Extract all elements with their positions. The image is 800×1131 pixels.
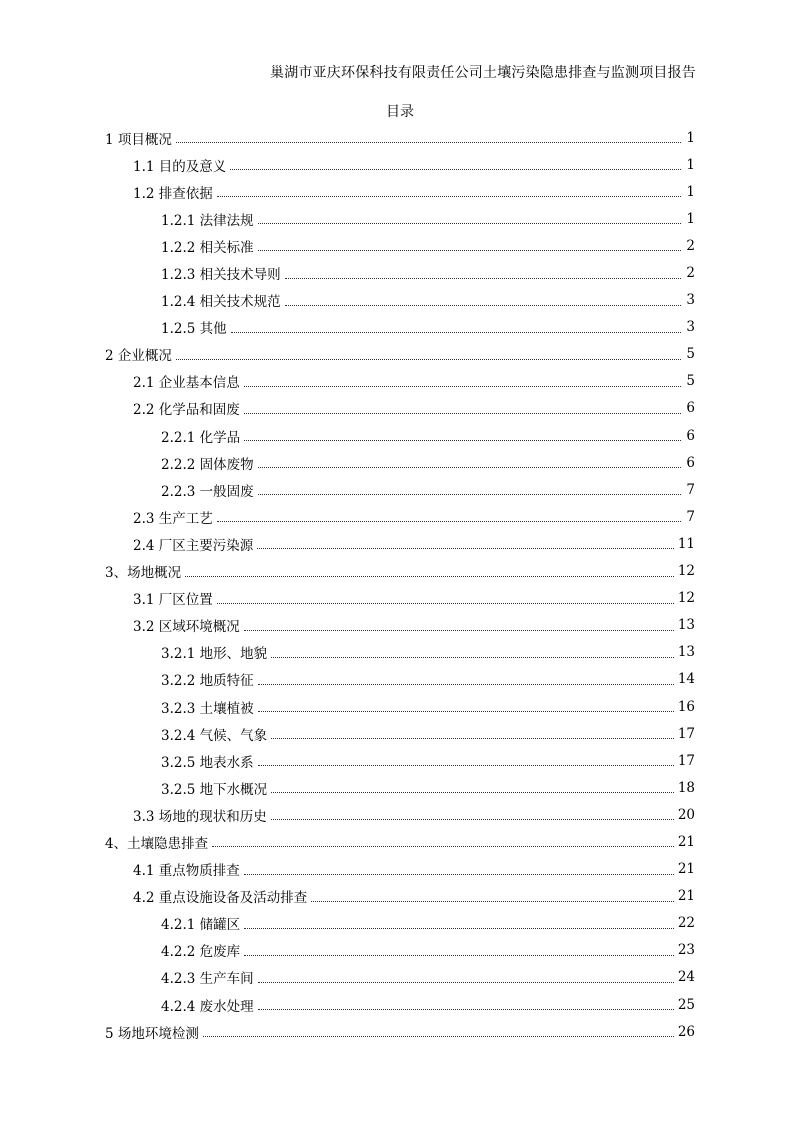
toc-entry-text: 3.2.5 地表水系 xyxy=(161,751,256,771)
toc-dot-leader xyxy=(271,792,674,793)
toc-page-number: 2 xyxy=(683,265,695,281)
toc-entry-text: 1.2.1 法律法规 xyxy=(161,209,256,229)
toc-page-number: 21 xyxy=(677,861,695,878)
toc-entry-text: 2.1 企业基本信息 xyxy=(133,371,242,391)
toc-page-number: 1 xyxy=(683,211,695,227)
toc-dot-leader xyxy=(285,278,681,279)
toc-entry[interactable] xyxy=(105,530,695,557)
toc-entry[interactable] xyxy=(105,964,695,991)
toc-dot-leader xyxy=(244,874,674,875)
toc-entry[interactable] xyxy=(105,747,695,774)
toc-dot-leader xyxy=(258,684,674,685)
toc-page-number: 21 xyxy=(677,888,695,905)
toc-entry[interactable] xyxy=(105,720,695,747)
toc-dot-leader xyxy=(212,846,674,847)
toc-dot-leader xyxy=(311,901,674,902)
toc-entry-text: 1 项目概况 xyxy=(105,128,174,148)
toc-dot-leader xyxy=(258,1009,674,1010)
toc-dot-leader xyxy=(258,982,674,983)
toc-entry[interactable] xyxy=(105,151,695,178)
toc-page-number: 11 xyxy=(677,535,695,552)
toc-page-number: 12 xyxy=(677,590,695,607)
toc-entry-text: 1.2.4 相关技术规范 xyxy=(161,290,283,310)
toc-entry-text: 5 场地环境检测 xyxy=(105,1022,201,1042)
toc-page-number: 21 xyxy=(677,833,695,850)
toc-entry[interactable] xyxy=(105,449,695,476)
toc-page-number: 6 xyxy=(683,428,695,444)
toc-entry[interactable] xyxy=(105,341,695,368)
toc-entry[interactable] xyxy=(105,856,695,883)
toc-page-number: 18 xyxy=(677,779,695,796)
toc-entry-text: 4.2.3 生产车间 xyxy=(161,967,256,987)
toc-entry[interactable] xyxy=(105,801,695,828)
toc-entry[interactable] xyxy=(105,666,695,693)
toc-title: 目录 xyxy=(386,104,414,120)
toc-page-number: 26 xyxy=(677,1023,695,1040)
toc-entry-text: 2.2 化学品和固废 xyxy=(133,398,242,418)
toc-entry-text: 3.2.5 地下水概况 xyxy=(161,778,269,798)
toc-entry[interactable] xyxy=(105,937,695,964)
toc-dot-leader xyxy=(176,142,681,143)
toc-entry[interactable] xyxy=(105,178,695,205)
toc-page-number: 24 xyxy=(677,969,695,986)
toc-page-number: 3 xyxy=(683,319,695,335)
toc-entry-text: 3.2 区域环境概况 xyxy=(133,615,242,635)
toc-entry-text: 4.2 重点设施设备及活动排查 xyxy=(133,886,309,906)
toc-dot-leader xyxy=(203,1036,674,1037)
toc-page-number: 14 xyxy=(677,671,695,688)
toc-entry-text: 2 企业概况 xyxy=(105,344,174,364)
toc-entry-text: 1.2.5 其他 xyxy=(161,317,229,337)
toc-dot-leader xyxy=(217,521,681,522)
toc-entry-text: 3.2.4 气候、气象 xyxy=(161,724,269,744)
toc-entry-text: 1.2.2 相关标准 xyxy=(161,236,256,256)
toc-entry-text: 1.2 排查依据 xyxy=(133,182,215,202)
toc-dot-leader xyxy=(244,630,674,631)
toc-page-number: 2 xyxy=(683,238,695,254)
toc-entry-text: 4.1 重点物质排查 xyxy=(133,859,242,879)
toc-page-number: 22 xyxy=(677,915,695,932)
toc-page-number: 16 xyxy=(677,698,695,715)
toc-dot-leader xyxy=(271,657,674,658)
toc-entry[interactable] xyxy=(105,259,695,286)
toc-entry[interactable] xyxy=(105,558,695,585)
toc-entry[interactable] xyxy=(105,1018,695,1045)
toc-entry-text: 2.2.1 化学品 xyxy=(161,426,242,446)
toc-entry-text: 4.2.1 储罐区 xyxy=(161,913,242,933)
toc-page-number: 20 xyxy=(677,806,695,823)
toc-dot-leader xyxy=(257,548,674,549)
toc-entry[interactable] xyxy=(105,585,695,612)
toc-page-number: 1 xyxy=(683,184,695,200)
toc-entry[interactable] xyxy=(105,124,695,151)
toc-page-number: 6 xyxy=(683,400,695,416)
toc-entry[interactable] xyxy=(105,774,695,801)
toc-entry-text: 4.2.2 危废库 xyxy=(161,940,242,960)
toc-entry-text: 3.2.3 土壤植被 xyxy=(161,697,256,717)
toc-page-number: 5 xyxy=(683,373,695,389)
toc-entry-text: 3.1 厂区位置 xyxy=(133,588,215,608)
toc-entry[interactable] xyxy=(105,883,695,910)
toc-page-number: 3 xyxy=(683,292,695,308)
toc-entry[interactable] xyxy=(105,232,695,259)
toc-page-number: 25 xyxy=(677,996,695,1013)
toc-page-number: 7 xyxy=(683,482,695,498)
toc-page-number: 13 xyxy=(677,644,695,661)
toc-dot-leader xyxy=(244,955,674,956)
toc-dot-leader xyxy=(258,250,681,251)
toc-entry[interactable] xyxy=(105,422,695,449)
toc-entry[interactable] xyxy=(105,287,695,314)
toc-entry[interactable] xyxy=(105,314,695,341)
report-header-title: 巢湖市亚庆环保科技有限责任公司土壤污染隐患排查与监测项目报告 xyxy=(270,65,696,81)
toc-dot-leader xyxy=(176,359,681,360)
toc-page-number: 17 xyxy=(677,725,695,742)
toc-dot-leader xyxy=(258,765,674,766)
toc-page-number: 6 xyxy=(683,455,695,471)
toc-entry-text: 2.2.3 一般固废 xyxy=(161,480,256,500)
toc-dot-leader xyxy=(258,223,681,224)
toc-entry-text: 2.4 厂区主要污染源 xyxy=(133,534,255,554)
toc-entry[interactable] xyxy=(105,503,695,530)
toc-dot-leader xyxy=(271,738,674,739)
toc-entry-text: 2.3 生产工艺 xyxy=(133,507,215,527)
toc-page-number: 13 xyxy=(677,617,695,634)
toc-entry[interactable] xyxy=(105,910,695,937)
toc-entry[interactable] xyxy=(105,693,695,720)
toc-dot-leader xyxy=(258,494,681,495)
toc-dot-leader xyxy=(244,413,681,414)
toc-entry-text: 3.3 场地的现状和历史 xyxy=(133,805,269,825)
toc-dot-leader xyxy=(217,603,674,604)
toc-entry[interactable] xyxy=(105,395,695,422)
toc-entry-text: 3.2.2 地质特征 xyxy=(161,669,256,689)
toc-dot-leader xyxy=(258,467,681,468)
toc-entry[interactable] xyxy=(105,476,695,503)
toc-dot-leader xyxy=(217,196,681,197)
toc-entry-text: 2.2.2 固体废物 xyxy=(161,453,256,473)
toc-entry[interactable] xyxy=(105,828,695,855)
toc-entry[interactable] xyxy=(105,612,695,639)
toc-page-number: 1 xyxy=(683,130,695,146)
toc-dot-leader xyxy=(285,305,681,306)
toc-dot-leader xyxy=(244,440,681,441)
toc-page-number: 5 xyxy=(683,346,695,362)
toc-dot-leader xyxy=(185,576,674,577)
toc-entry-text: 3、场地概况 xyxy=(105,561,183,581)
toc-dot-leader xyxy=(230,169,681,170)
toc-dot-leader xyxy=(244,928,674,929)
toc-page-number: 12 xyxy=(677,563,695,580)
toc-entry[interactable] xyxy=(105,639,695,666)
toc-entry-text: 4.2.4 废水处理 xyxy=(161,995,256,1015)
toc-entry-text: 3.2.1 地形、地貌 xyxy=(161,642,269,662)
toc-page-number: 1 xyxy=(683,157,695,173)
toc-entry-text: 4、土壤隐患排查 xyxy=(105,832,210,852)
toc-entry-text: 1.2.3 相关技术导则 xyxy=(161,263,283,283)
toc-entry-text: 1.1 目的及意义 xyxy=(133,155,228,175)
toc-page-number: 23 xyxy=(677,942,695,959)
toc-page-number: 17 xyxy=(677,752,695,769)
toc-entry[interactable] xyxy=(105,368,695,395)
toc-dot-leader xyxy=(231,332,681,333)
toc-dot-leader xyxy=(244,386,681,387)
toc-dot-leader xyxy=(258,711,674,712)
toc-dot-leader xyxy=(271,819,674,820)
toc-entry[interactable] xyxy=(105,991,695,1018)
toc-entry[interactable] xyxy=(105,205,695,232)
toc-page-number: 7 xyxy=(683,509,695,525)
table-of-contents xyxy=(105,124,695,1045)
